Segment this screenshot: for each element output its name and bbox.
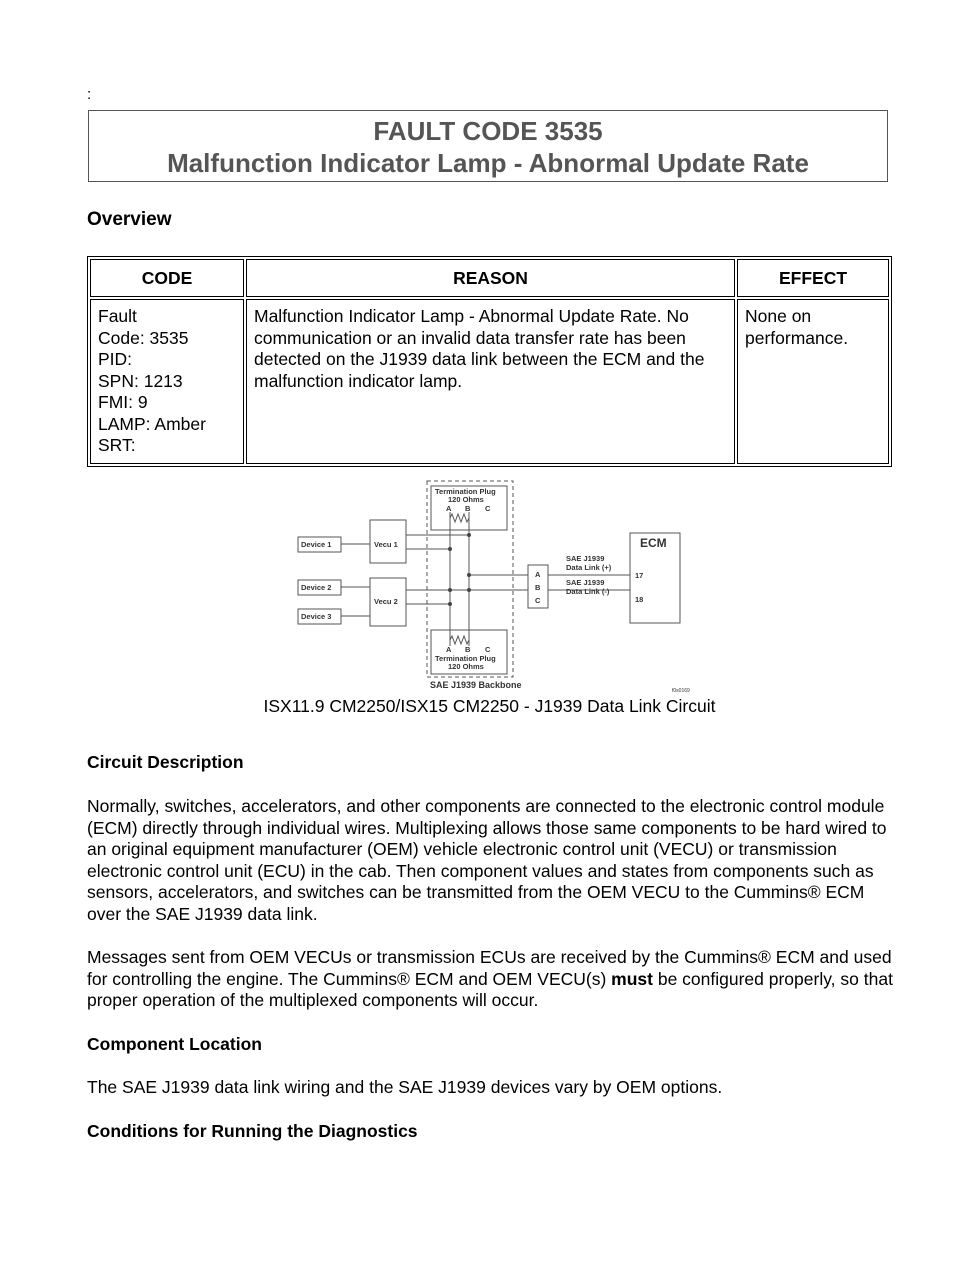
ecm-pin-17: 17	[635, 571, 644, 580]
effect-cell: None on performance.	[737, 299, 889, 464]
pin-b-bottom: B	[465, 645, 471, 654]
connector-pin-c: C	[535, 596, 541, 605]
paragraph-2-text-b: be configured properly, so that proper operation of the multiplexed components will occur.	[87, 968, 893, 1010]
circuit-description-paragraph-1: Normally, switches, accelerators, and other components are connected to the electronic control module (ECM) directly through individual wires. Multiplexing allows those same components to be hard wired to an original equipment manufacturer (OEM) vehicle electronic control unit (VECU) or transmission electronic control unit (ECU) in the cab. Then component values and states from components such as sensors, accelerators, and switches can be transmitted from the OEM VECU to the Cummins® ECM over the SAE J1939 data link.	[87, 796, 887, 924]
device-3-label: Device 3	[301, 612, 332, 621]
link-neg-label-2: Data Link (-)	[566, 587, 610, 596]
term-plug-bottom-ohms: 120 Ohms	[448, 662, 484, 671]
figure-id: f0s0169	[672, 688, 690, 694]
connector-pin-b: B	[535, 583, 541, 592]
table-row	[90, 299, 889, 464]
conditions-heading: Conditions for Running the Diagnostics	[87, 1121, 418, 1141]
device-2-label: Device 2	[301, 583, 332, 592]
code-line: Fault	[98, 306, 137, 326]
term-plug-bottom-label: Termination Plug	[435, 654, 496, 663]
link-pos-label-1: SAE J1939	[566, 554, 605, 563]
ecm-pin-18: 18	[635, 595, 644, 604]
link-neg-label-1: SAE J1939	[566, 578, 605, 587]
vecu-2-label: Vecu 2	[374, 597, 398, 606]
component-location-heading: Component Location	[87, 1034, 262, 1054]
j1939-circuit-diagram	[290, 478, 700, 694]
device-1-label: Device 1	[301, 540, 332, 549]
circuit-description-heading: Circuit Description	[87, 752, 244, 772]
term-plug-top-ohms: 120 Ohms	[448, 495, 484, 504]
header-mark: :	[87, 86, 92, 103]
fault-code-subtitle: Malfunction Indicator Lamp - Abnormal Update Rate	[167, 148, 809, 178]
column-header-code: CODE	[90, 259, 244, 297]
backbone-label: SAE J1939 Backbone	[430, 680, 522, 690]
table-header-row	[90, 259, 889, 297]
overview-table	[87, 256, 892, 467]
pin-c-top: C	[485, 504, 491, 513]
column-header-reason: REASON	[246, 259, 735, 297]
overview-heading: Overview	[87, 209, 172, 230]
code-cell	[90, 299, 244, 464]
ecm-label: ECM	[640, 536, 667, 550]
paragraph-2-text-a: Messages sent from OEM VECUs or transmission ECUs are received by the Cummins® ECM and used for controlling the engine. The Cummins® ECM and OEM VECU(s)	[87, 947, 892, 989]
code-line: Code: 3535	[98, 327, 189, 348]
pin-a-top: A	[446, 504, 452, 513]
fault-code-title: FAULT CODE 3535	[373, 116, 603, 146]
figure-caption: ISX11.9 CM2250/ISX15 CM2250 - J1939 Data Link Circuit	[263, 696, 716, 716]
term-plug-top-label: Termination Plug	[435, 487, 496, 496]
circuit-description-paragraph-2	[87, 947, 897, 1012]
code-line: PID:	[98, 349, 133, 369]
code-line: SRT:	[98, 435, 136, 455]
pin-a-bottom: A	[446, 645, 452, 654]
vecu-1-label: Vecu 1	[374, 540, 398, 549]
code-line: SPN: 1213	[98, 370, 183, 391]
reason-cell: Malfunction Indicator Lamp - Abnormal Update Rate. No communication or an invalid data transfer rate has been detected on the J1939 data link between the ECM and the malfunction indicator lamp.	[246, 299, 735, 464]
column-header-effect: EFFECT	[737, 259, 889, 297]
pin-b-top: B	[465, 504, 471, 513]
component-location-paragraph: The SAE J1939 data link wiring and the SAE J1939 devices vary by OEM options.	[87, 1077, 723, 1097]
paragraph-2-emphasis: must	[611, 968, 653, 989]
connector-pin-a: A	[535, 570, 541, 579]
link-pos-label-2: Data Link (+)	[566, 563, 612, 572]
title-box	[88, 110, 888, 182]
pin-c-bottom: C	[485, 645, 491, 654]
code-line: FMI: 9	[98, 392, 148, 412]
code-line: LAMP: Amber	[98, 413, 206, 434]
